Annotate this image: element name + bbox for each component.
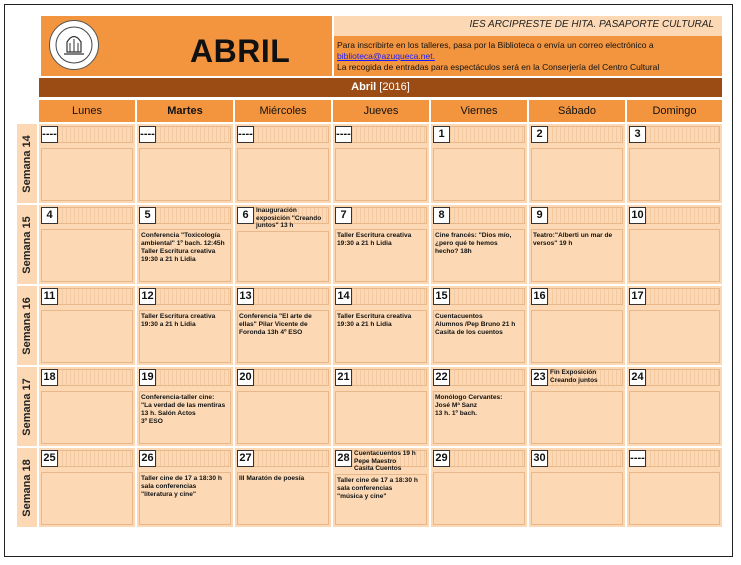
day-number: 14 — [335, 288, 352, 305]
day-event-box — [335, 148, 427, 201]
day-number: 6 — [237, 207, 254, 224]
day-number: 30 — [531, 450, 548, 467]
info-line-2: La recogida de entradas para espectáculos será en la Conserjería del Centro Cultural — [337, 62, 660, 72]
week-label — [17, 448, 37, 527]
day-number: ---- — [41, 126, 58, 143]
event-text: Conferencia "El arte de ellas" Pilar Vicente de Foronda 13h 4º ESO — [239, 313, 312, 336]
day-header-2: Miércoles — [235, 100, 331, 122]
day-cell[interactable] — [333, 124, 429, 203]
day-number: 7 — [335, 207, 352, 224]
day-number: 28 — [335, 450, 352, 467]
day-event-box — [237, 148, 329, 201]
day-event-box — [433, 310, 525, 363]
day-cell[interactable] — [235, 124, 331, 203]
day-event-box — [41, 148, 133, 201]
day-cell[interactable] — [333, 367, 429, 446]
day-cell[interactable] — [529, 124, 625, 203]
day-number: ---- — [335, 126, 352, 143]
day-number: 9 — [531, 207, 548, 224]
day-cell[interactable] — [431, 367, 527, 446]
day-event-box — [139, 391, 231, 444]
day-header-4: Viernes — [431, 100, 527, 122]
day-event-box — [237, 231, 329, 282]
day-number: 27 — [237, 450, 254, 467]
event-text: Monólogo Cervantes: José Mª Sanz 13 h. 1º bach. — [435, 394, 503, 417]
day-cell[interactable] — [137, 205, 233, 284]
day-event-box — [629, 229, 720, 282]
day-number: 18 — [41, 369, 58, 386]
week-label — [17, 124, 37, 203]
day-event-box — [41, 472, 133, 525]
day-event-box — [237, 310, 329, 363]
day-event-box — [335, 229, 427, 282]
day-cell[interactable] — [235, 286, 331, 365]
day-cell[interactable] — [529, 448, 625, 527]
day-cell[interactable] — [529, 286, 625, 365]
day-event-box — [139, 229, 231, 282]
day-header-6: Domingo — [627, 100, 722, 122]
info-panel — [334, 36, 722, 76]
day-event-box — [629, 472, 720, 525]
day-cell[interactable] — [137, 448, 233, 527]
day-event-box — [139, 310, 231, 363]
day-event-box — [139, 148, 231, 201]
event-text: Conferencia-taller cine: "La verdad de las mentiras 13 h. Salón Actos 3º ESO — [141, 394, 226, 425]
day-number: 19 — [139, 369, 156, 386]
day-cell[interactable] — [431, 448, 527, 527]
day-event-box — [433, 472, 525, 525]
day-number: ---- — [139, 126, 156, 143]
day-event-box — [433, 391, 525, 444]
school-banner — [334, 16, 722, 36]
day-cell[interactable] — [137, 367, 233, 446]
day-number: 11 — [41, 288, 58, 305]
day-cell[interactable] — [529, 205, 625, 284]
day-event-box — [335, 310, 427, 363]
event-text: Teatro:"Alberti un mar de versos" 19 h — [533, 232, 613, 247]
day-cell[interactable] — [333, 448, 429, 527]
day-number: 4 — [41, 207, 58, 224]
day-number: 1 — [433, 126, 450, 143]
event-text: Conferencia "Toxicología ambiental" 1º bach. 12:45h Taller Escritura creativa 19:30 a 21 h Lidia — [141, 232, 225, 263]
day-top-note: Cuentacuentos 19 h Pepe Maestro Casita Cuentos — [354, 450, 416, 472]
month-title: ABRIL — [190, 33, 291, 69]
day-event-box — [531, 148, 623, 201]
week-label-text: Semana 17 — [21, 377, 33, 436]
day-number: 24 — [629, 369, 646, 386]
day-header-0: Lunes — [39, 100, 135, 122]
day-event-box — [335, 474, 427, 525]
day-number: 16 — [531, 288, 548, 305]
event-text: Taller Escritura creativa 19:30 a 21 h Lidia — [337, 313, 412, 328]
day-cell[interactable] — [627, 124, 722, 203]
week-label — [17, 367, 37, 446]
day-event-box — [531, 310, 623, 363]
day-number: 26 — [139, 450, 156, 467]
day-event-box — [629, 391, 720, 444]
day-header-1: Martes — [137, 100, 233, 122]
day-event-box — [237, 391, 329, 444]
month-bar — [39, 78, 722, 97]
day-cell[interactable] — [431, 205, 527, 284]
day-cell[interactable] — [627, 205, 722, 284]
event-text: Cuentacuentos Alumnos /Pep Bruno 21 h Casita de los cuentos — [435, 313, 516, 336]
day-event-box — [139, 472, 231, 525]
school-name: IES ARCIPRESTE DE HITA. PASAPORTE CULTURAL — [469, 19, 714, 30]
day-number: 5 — [139, 207, 156, 224]
day-number: 12 — [139, 288, 156, 305]
event-text: III Maratón de poesía — [239, 475, 305, 482]
event-text: Taller Escritura creativa 19:30 a 21 h Lidia — [337, 232, 412, 247]
day-number: 25 — [41, 450, 58, 467]
event-text: Cine francés: "Dios mío, ¿pero qué te hemos hecho? 18h — [435, 232, 512, 255]
day-event-box — [531, 391, 623, 444]
day-number: 13 — [237, 288, 254, 305]
day-event-box — [41, 391, 133, 444]
day-number: ---- — [629, 450, 646, 467]
day-cell[interactable] — [235, 205, 331, 284]
event-text: Taller cine de 17 a 18:30 h sala conferencias "literatura y cine" — [141, 475, 222, 498]
day-number: 2 — [531, 126, 548, 143]
day-cell[interactable] — [431, 124, 527, 203]
week-label — [17, 205, 37, 284]
email-link[interactable]: biblioteca@azuqueca.net. — [337, 51, 435, 61]
day-event-box — [531, 472, 623, 525]
day-event-box — [531, 229, 623, 282]
week-label-text: Semana 16 — [21, 296, 33, 355]
event-text: Taller cine de 17 a 18:30 h sala conferencias "música y cine" — [337, 477, 418, 500]
day-cell[interactable] — [137, 286, 233, 365]
day-event-box — [433, 229, 525, 282]
day-top-note: Inauguración exposición "Creando juntos" 13 h — [256, 207, 322, 229]
day-event-box — [41, 310, 133, 363]
day-number: ---- — [237, 126, 254, 143]
day-cell[interactable] — [627, 367, 722, 446]
day-event-box — [41, 229, 133, 282]
day-cell[interactable] — [39, 205, 135, 284]
day-header-5: Sábado — [529, 100, 625, 122]
day-number: 8 — [433, 207, 450, 224]
day-cell[interactable] — [39, 367, 135, 446]
day-event-box — [629, 310, 720, 363]
day-cell[interactable] — [627, 286, 722, 365]
week-label-text: Semana 14 — [21, 134, 33, 193]
day-cell[interactable] — [627, 448, 722, 527]
day-number: 20 — [237, 369, 254, 386]
day-number: 3 — [629, 126, 646, 143]
month-bar-year: [2016] — [379, 81, 410, 93]
day-number: 17 — [629, 288, 646, 305]
day-cell[interactable] — [137, 124, 233, 203]
day-cell[interactable] — [235, 367, 331, 446]
day-cell[interactable] — [39, 124, 135, 203]
day-number: 22 — [433, 369, 450, 386]
day-cell[interactable] — [333, 205, 429, 284]
month-bar-month: Abril — [351, 81, 377, 93]
week-label — [17, 286, 37, 365]
day-cell[interactable] — [529, 367, 625, 446]
day-top-note: Fin Exposición Creando juntos — [550, 369, 598, 384]
week-label-text: Semana 18 — [21, 458, 33, 517]
event-text: Taller Escritura creativa 19:30 a 21 h Lidia — [141, 313, 216, 328]
info-line-1: Para inscribirte en los talleres, pasa por la Biblioteca o envía un correo electrónico a — [337, 40, 654, 50]
day-cell[interactable] — [235, 448, 331, 527]
day-event-box — [335, 391, 427, 444]
day-number: 15 — [433, 288, 450, 305]
pasaporte-cultural-logo-icon — [49, 20, 99, 70]
day-number: 21 — [335, 369, 352, 386]
day-event-box — [237, 472, 329, 525]
day-number: 23 — [531, 369, 548, 386]
day-number: 29 — [433, 450, 450, 467]
day-cell[interactable] — [333, 286, 429, 365]
day-header-3: Jueves — [333, 100, 429, 122]
week-label-text: Semana 15 — [21, 215, 33, 274]
day-event-box — [629, 148, 720, 201]
day-cell[interactable] — [431, 286, 527, 365]
day-number: 10 — [629, 207, 646, 224]
day-event-box — [433, 148, 525, 201]
day-cell[interactable] — [39, 286, 135, 365]
day-cell[interactable] — [39, 448, 135, 527]
